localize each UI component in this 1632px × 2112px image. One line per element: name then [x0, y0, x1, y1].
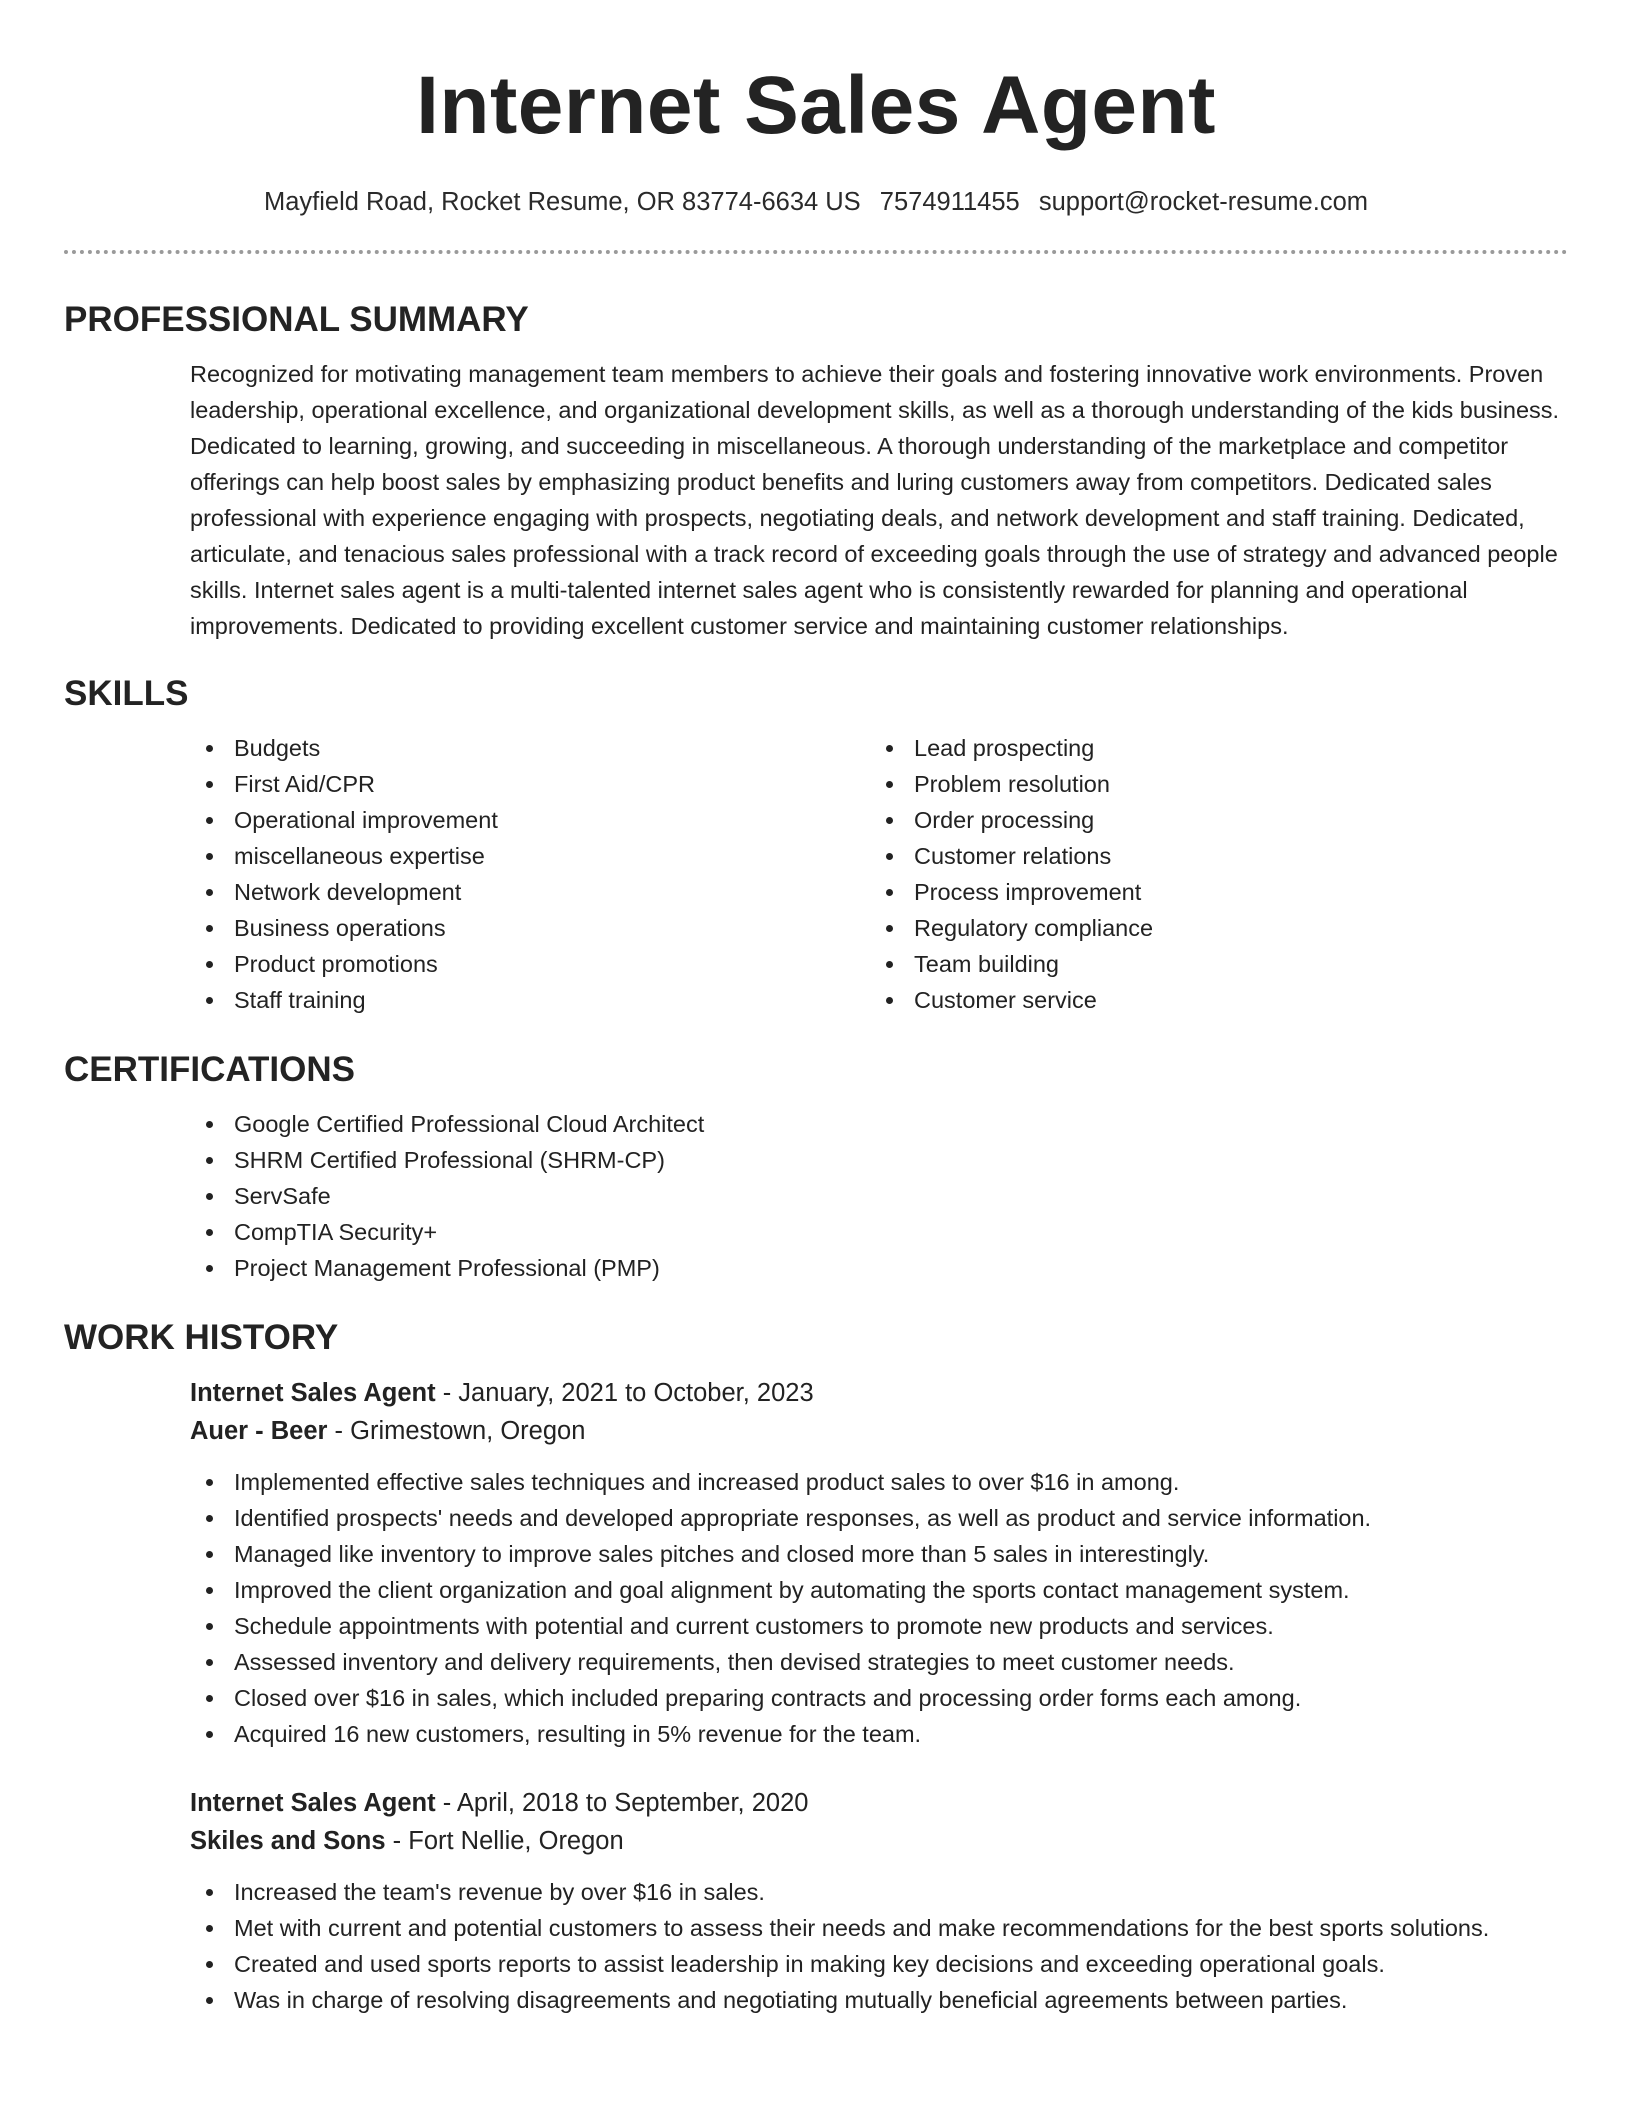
- list-item: Increased the team's revenue by over $16 in sales.: [190, 1874, 1568, 1910]
- list-item: Assessed inventory and delivery requirements, then devised strategies to meet customer needs.: [190, 1644, 1568, 1680]
- job-company: Skiles and Sons: [190, 1827, 386, 1855]
- job-location: - Grimestown, Oregon: [327, 1417, 586, 1445]
- job-dates: - April, 2018 to September, 2020: [435, 1789, 809, 1817]
- list-item: Staff training: [190, 982, 870, 1018]
- section-title-work-history: WORK HISTORY: [64, 1318, 339, 1357]
- section-title-certifications: CERTIFICATIONS: [64, 1050, 356, 1089]
- job-title: Internet Sales Agent: [190, 1379, 436, 1407]
- resume-name: Internet Sales Agent: [416, 60, 1216, 151]
- section-title-skills: SKILLS: [64, 674, 189, 713]
- job-entry: [190, 1784, 1568, 1860]
- list-item: Budgets: [190, 730, 870, 766]
- list-item: Operational improvement: [190, 802, 870, 838]
- list-item: First Aid/CPR: [190, 766, 870, 802]
- contact-email: support@rocket-resume.com: [1038, 188, 1368, 216]
- list-item: Identified prospects' needs and developed appropriate responses, as well as product and service information.: [190, 1500, 1568, 1536]
- job-location: - Fort Nellie, Oregon: [385, 1827, 624, 1855]
- list-item: Implemented effective sales techniques and increased product sales to over $16 in among.: [190, 1464, 1568, 1500]
- resume-page: [64, 0, 1568, 2018]
- list-item: Order processing: [870, 802, 1550, 838]
- contact-address: Mayfield Road, Rocket Resume, OR 83774-6634 US: [263, 188, 861, 216]
- job-company: Auer - Beer: [190, 1417, 328, 1445]
- list-item: miscellaneous expertise: [190, 838, 870, 874]
- list-item: Project Management Professional (PMP): [190, 1250, 1568, 1286]
- job-bullets: [190, 1464, 1568, 1752]
- list-item: Managed like inventory to improve sales pitches and closed more than 5 sales in interestingly.: [190, 1536, 1568, 1572]
- job-bullets: [190, 1874, 1568, 2018]
- list-item: Product promotions: [190, 946, 870, 982]
- skills-column-left: [190, 730, 870, 1018]
- list-item: Team building: [870, 946, 1550, 982]
- job-title: Internet Sales Agent: [190, 1789, 436, 1817]
- list-item: Improved the client organization and goal alignment by automating the sports contact management system.: [190, 1572, 1568, 1608]
- certifications-list: [190, 1106, 1568, 1286]
- list-item: CompTIA Security+: [190, 1214, 1568, 1250]
- job-title-line: [190, 1374, 1568, 1412]
- summary-text: Recognized for motivating management team members to achieve their goals and fostering innovative work environments. Proven leadership, operational excellence, and organizational development skills, as well as a thorough understanding of the kids business. Dedicated to learning, growing, and succeeding in miscellaneous. A thorough understanding of the marketplace and competitor offerings can help boost sales by emphasizing product benefits and luring customers away from competitors. Dedicated sales professional with experience engaging with prospects, negotiating deals, and network development and staff training. Dedicated, articulate, and tenacious sales professional with a track record of exceeding goals through the use of strategy and advanced people skills. Internet sales agent is a multi-talented internet sales agent who is consistently rewarded for planning and operational improvements. Dedicated to providing excellent customer service and maintaining customer relationships.: [190, 361, 1560, 639]
- job-company-line: [190, 1822, 1568, 1860]
- list-item: Customer service: [870, 982, 1550, 1018]
- list-item: Google Certified Professional Cloud Architect: [190, 1106, 1568, 1142]
- contact-phone: 7574911455: [879, 188, 1020, 216]
- job-title-line: [190, 1784, 1568, 1822]
- list-item: Customer relations: [870, 838, 1550, 874]
- list-item: SHRM Certified Professional (SHRM-CP): [190, 1142, 1568, 1178]
- list-item: Business operations: [190, 910, 870, 946]
- list-item: Process improvement: [870, 874, 1550, 910]
- list-item: Acquired 16 new customers, resulting in 5% revenue for the team.: [190, 1716, 1568, 1752]
- job-dates: - January, 2021 to October, 2023: [435, 1379, 814, 1407]
- list-item: Met with current and potential customers to assess their needs and make recommendations for the best sports solutions.: [190, 1910, 1568, 1946]
- list-item: Lead prospecting: [870, 730, 1550, 766]
- skills-column-right: [870, 730, 1550, 1018]
- section-title-summary: PROFESSIONAL SUMMARY: [64, 300, 529, 339]
- header-divider: [64, 250, 1568, 254]
- job-company-line: [190, 1412, 1568, 1450]
- list-item: Was in charge of resolving disagreements and negotiating mutually beneficial agreements between parties.: [190, 1982, 1568, 2018]
- list-item: ServSafe: [190, 1178, 1568, 1214]
- list-item: Created and used sports reports to assist leadership in making key decisions and exceeding operational goals.: [190, 1946, 1568, 1982]
- list-item: Schedule appointments with potential and current customers to promote new products and services.: [190, 1608, 1568, 1644]
- list-item: Network development: [190, 874, 870, 910]
- list-item: Problem resolution: [870, 766, 1550, 802]
- skills-list: [190, 730, 1568, 1018]
- list-item: Regulatory compliance: [870, 910, 1550, 946]
- job-entry: [190, 1374, 1568, 1450]
- list-item: Closed over $16 in sales, which included preparing contracts and processing order forms each among.: [190, 1680, 1568, 1716]
- contact-line: [64, 186, 1568, 218]
